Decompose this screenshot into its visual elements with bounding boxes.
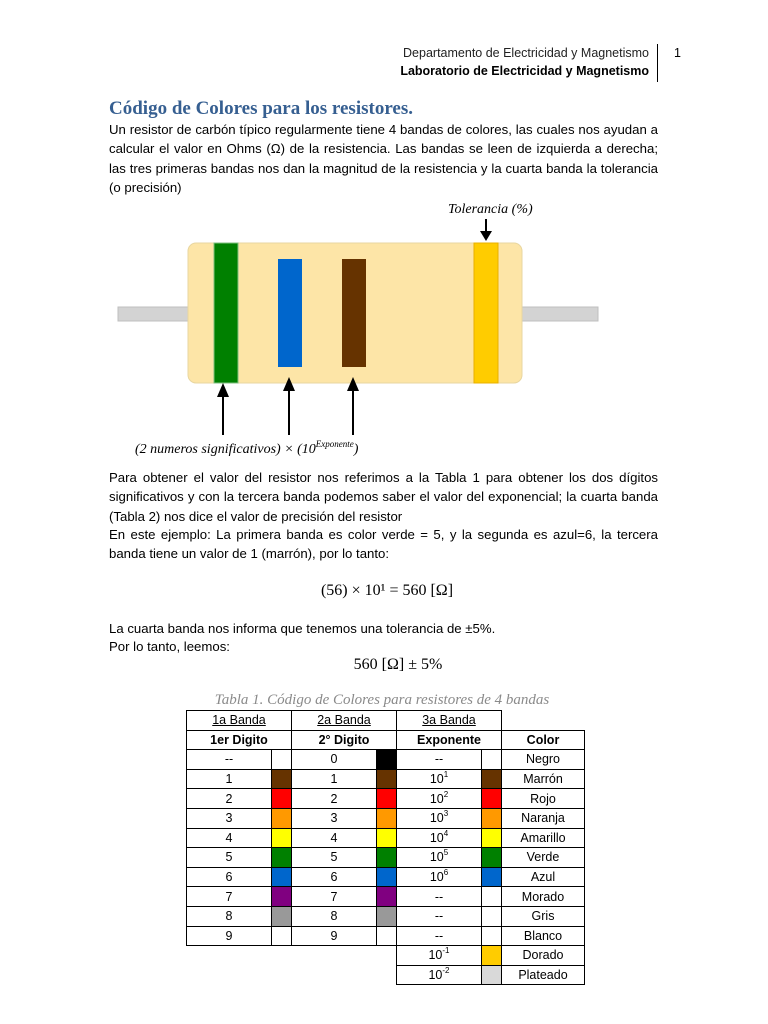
color-name-cell: Blanco: [502, 926, 585, 946]
resistor-diagram: [110, 195, 610, 465]
first-digit-cell: 9: [187, 926, 272, 946]
table-row: [187, 848, 585, 868]
explanation-paragraph: Para obtener el valor del resistor nos referimos a la Tabla 1 para obtener los dos dígitos significativos y con la tercera banda podemos saber el valor del exponencial; la cuarta banda (Tabla 2) nos dice el valor de precisión del resistor: [109, 470, 658, 524]
exponent-cell: $10^1$: [397, 769, 482, 789]
page-number: 1: [674, 46, 681, 60]
swatch-first-digit: [272, 848, 292, 868]
swatch-first-digit: [272, 750, 292, 770]
second-digit-cell: 0: [292, 750, 377, 770]
swatch-second-digit: [377, 887, 397, 907]
band-header-2: 2a Banda: [292, 711, 397, 731]
swatch-exponent: [482, 848, 502, 868]
exponent-cell: $10^3$: [397, 808, 482, 828]
exponent-cell: --: [397, 750, 482, 770]
empty-cell: [187, 946, 397, 966]
example-paragraph: En este ejemplo: La primera banda es color verde = 5, y la segunda es azul=6, la tercera banda tiene un valor de 1 (marrón), por lo tanto:: [109, 527, 658, 562]
resistor-band-2: [278, 259, 302, 367]
resistor-band-1: [214, 243, 238, 383]
table-row: [187, 789, 585, 809]
band-header-3: 3a Banda: [397, 711, 502, 731]
color-name-cell: Rojo: [502, 789, 585, 809]
first-digit-cell: 7: [187, 887, 272, 907]
table-row: [187, 769, 585, 789]
swatch-exponent: [482, 769, 502, 789]
second-digit-cell: 7: [292, 887, 377, 907]
formula-label: (2 numeros significativos) × $(10^{Exponente})$: [135, 439, 359, 457]
exponent-cell: $10^4$: [397, 828, 482, 848]
color-name-cell: Morado: [502, 887, 585, 907]
intro-paragraph: Un resistor de carbón típico regularmente tiene 4 bandas de colores, las cuales nos ayudan a calcular el valor en Ohms (Ω) de la resistencia. Las bandas se leen de izquierda a derecha; las tres primeras bandas nos dan la magnitud de la resistencia y la cuarta banda la tolerancia (o precisión): [109, 122, 658, 196]
tolerance-paragraph: La cuarta banda nos informa que tenemos una tolerancia de ±5%.: [109, 621, 496, 636]
second-digit-cell: 9: [292, 926, 377, 946]
header-first-digit: 1er Digito: [187, 730, 292, 750]
table-row: [187, 887, 585, 907]
swatch-second-digit: [377, 848, 397, 868]
exponent-cell: $10^2$: [397, 789, 482, 809]
swatch-exponent: [482, 808, 502, 828]
color-name-cell: Amarillo: [502, 828, 585, 848]
resistor-band-3: [342, 259, 366, 367]
first-digit-cell: 8: [187, 906, 272, 926]
swatch-exponent: [482, 926, 502, 946]
swatch-first-digit: [272, 926, 292, 946]
column-header-row: [187, 730, 585, 750]
first-digit-cell: 5: [187, 848, 272, 868]
table-row: [187, 750, 585, 770]
swatch-first-digit: [272, 887, 292, 907]
swatch-second-digit: [377, 828, 397, 848]
second-digit-cell: 1: [292, 769, 377, 789]
swatch-first-digit: [272, 808, 292, 828]
swatch-exponent: [482, 867, 502, 887]
swatch-second-digit: [377, 867, 397, 887]
second-digit-cell: 8: [292, 906, 377, 926]
second-digit-cell: 2: [292, 789, 377, 809]
second-digit-cell: 3: [292, 808, 377, 828]
swatch-second-digit: [377, 906, 397, 926]
section-title: Código de Colores para los resistores.: [109, 98, 413, 119]
swatch-exponent: [482, 946, 502, 966]
first-digit-cell: 2: [187, 789, 272, 809]
swatch-exponent: [482, 828, 502, 848]
swatch-first-digit: [272, 769, 292, 789]
table-caption: Tabla 1. Código de Colores para resistores de 4 bandas: [214, 692, 550, 708]
color-name-cell: Azul: [502, 867, 585, 887]
table-row: [187, 867, 585, 887]
swatch-first-digit: [272, 906, 292, 926]
exponent-cell: $10^{-2}$: [397, 965, 482, 985]
resistor-lead-left: [118, 307, 190, 321]
color-name-cell: Gris: [502, 906, 585, 926]
second-digit-cell: 5: [292, 848, 377, 868]
swatch-second-digit: [377, 926, 397, 946]
equation-result: 560 [Ω] ± 5%: [353, 656, 443, 673]
header-second-digit: 2° Digito: [292, 730, 397, 750]
exponent-cell: --: [397, 887, 482, 907]
swatch-second-digit: [377, 750, 397, 770]
color-name-cell: Dorado: [502, 946, 585, 966]
first-digit-cell: 3: [187, 808, 272, 828]
header-color: Color: [502, 730, 585, 750]
swatch-exponent: [482, 789, 502, 809]
page-header: [400, 44, 658, 82]
swatch-first-digit: [272, 789, 292, 809]
band-header-row: [187, 711, 585, 731]
swatch-first-digit: [272, 828, 292, 848]
table-row: [187, 965, 585, 985]
color-code-table: [186, 710, 585, 985]
resistor-band-4: [474, 243, 498, 383]
tolerance-label: Tolerancia (%): [448, 202, 533, 217]
first-digit-cell: 1: [187, 769, 272, 789]
table-row: [187, 926, 585, 946]
empty-cell: [502, 711, 585, 731]
first-digit-cell: 6: [187, 867, 272, 887]
first-digit-cell: 4: [187, 828, 272, 848]
table-row: [187, 828, 585, 848]
header-exponent: Exponente: [397, 730, 502, 750]
exponent-cell: $10^5$: [397, 848, 482, 868]
color-name-cell: Plateado: [502, 965, 585, 985]
swatch-second-digit: [377, 769, 397, 789]
swatch-second-digit: [377, 808, 397, 828]
color-name-cell: Negro: [502, 750, 585, 770]
empty-cell: [187, 965, 397, 985]
table-row: [187, 946, 585, 966]
exponent-cell: --: [397, 906, 482, 926]
table-row: [187, 808, 585, 828]
table-row: [187, 906, 585, 926]
second-digit-cell: 6: [292, 867, 377, 887]
header-department: Departamento de Electricidad y Magnetismo: [403, 46, 649, 60]
swatch-exponent: [482, 887, 502, 907]
swatch-exponent: [482, 906, 502, 926]
swatch-first-digit: [272, 867, 292, 887]
color-name-cell: Naranja: [502, 808, 585, 828]
equation-value: (56) × 10¹ = 560 [Ω]: [320, 582, 454, 599]
swatch-exponent: [482, 750, 502, 770]
color-name-cell: Verde: [502, 848, 585, 868]
first-digit-cell: --: [187, 750, 272, 770]
exponent-cell: $10^{-1}$: [397, 946, 482, 966]
exponent-cell: $10^6$: [397, 867, 482, 887]
second-digit-cell: 4: [292, 828, 377, 848]
resistor-lead-right: [520, 307, 598, 321]
swatch-exponent: [482, 965, 502, 985]
header-laboratory: Laboratorio de Electricidad y Magnetismo: [400, 64, 649, 78]
reading-paragraph: Por lo tanto, leemos:: [109, 639, 230, 654]
color-name-cell: Marrón: [502, 769, 585, 789]
exponent-cell: --: [397, 926, 482, 946]
band-header-1: 1a Banda: [187, 711, 292, 731]
swatch-second-digit: [377, 789, 397, 809]
